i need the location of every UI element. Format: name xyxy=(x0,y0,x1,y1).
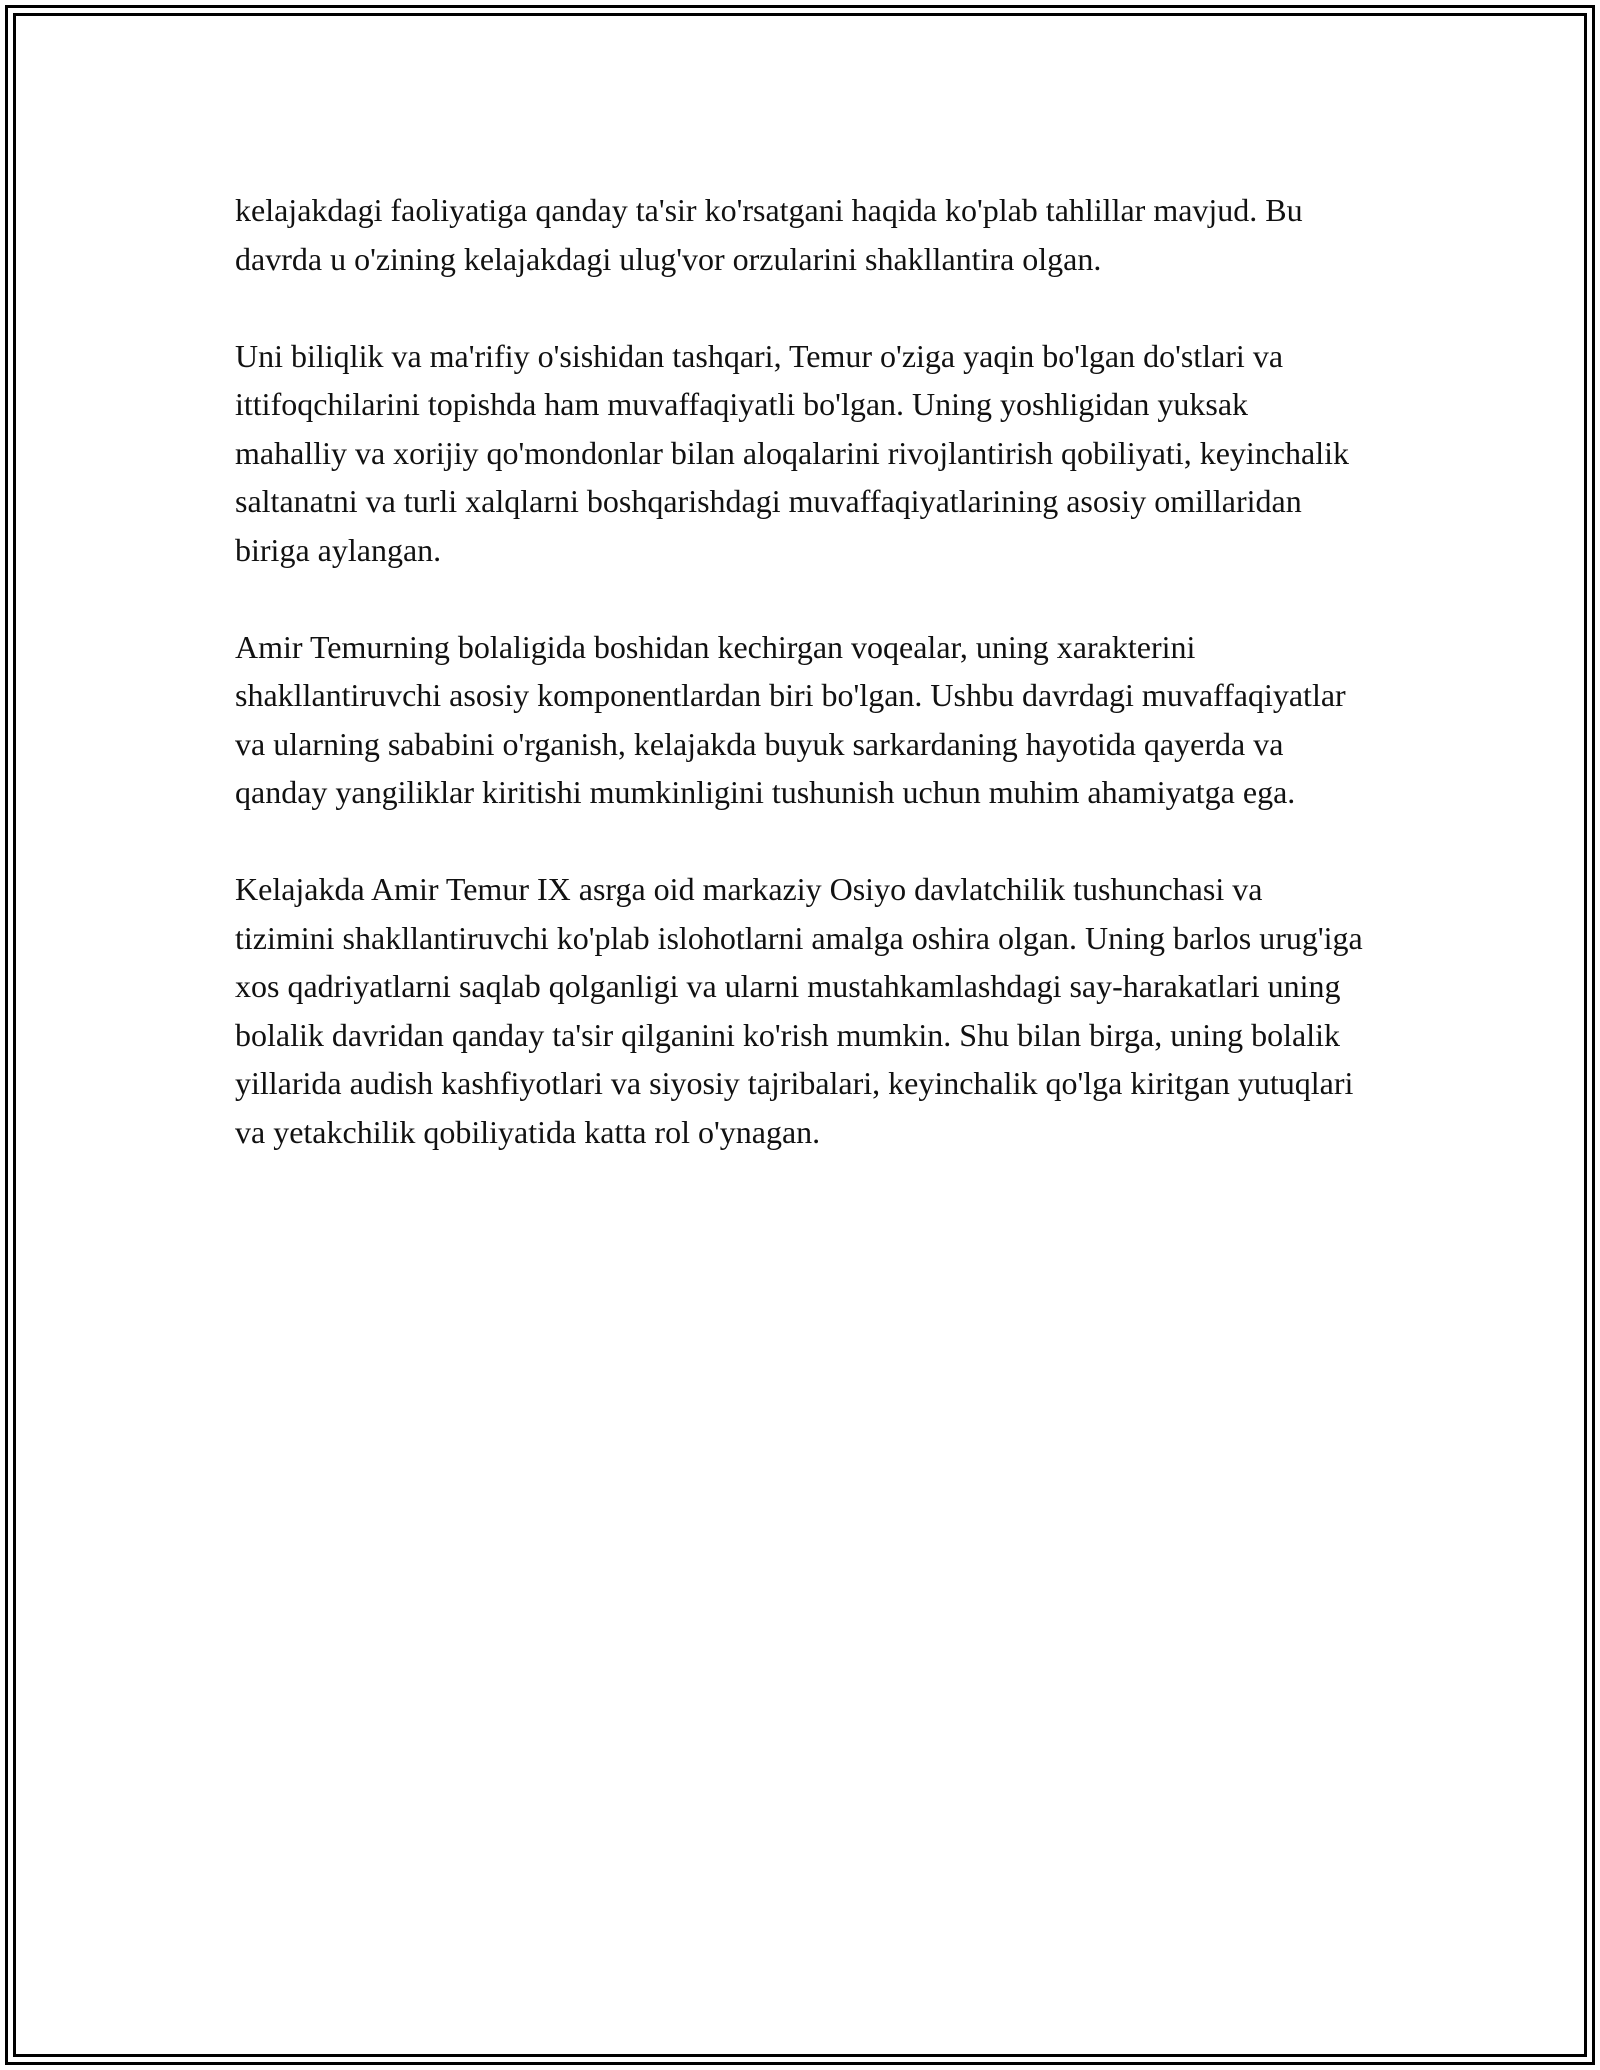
paragraph-3: Amir Temurning bolaligida boshidan kechirgan voqealar, uning xarakterini shakllantiruvchi asosiy komponentlardan biri bo'lgan. Ushbu davrdagi muvaffaqiyatlar va ularning sababini o'rganish, kelajakda buyuk sarkardaning hayotida qayerda va qanday yangiliklar kiritishi mumkinligini tushunish uchun muhim ahamiyatga ega. xyxy=(235,628,1346,810)
paragraph-2: Uni biliqlik va ma'rifiy o'sishidan tashqari, Temur o'ziga yaqin bo'lgan do'stlari va ittifoqchilarini topishda ham muvaffaqiyatli bo'lgan. Uning yoshligidan yuksak mahalliy va xorijiy qo'mondonlar bilan aloqalarini rivojlantirish qobiliyati, keyinchalik saltanatni va turli xalqlarni boshqarishdagi muvaffaqiyatlarining asosiy omillaridan biriga aylangan. xyxy=(235,337,1349,568)
paragraph-1: kelajakdagi faoliyatiga qanday ta'sir ko'rsatgani haqida ko'plab tahlillar mavjud. Bu davrda u o'zining kelajakdagi ulug'vor orzularini shakllantira olgan. xyxy=(235,192,1303,277)
paragraph-4: Kelajakda Amir Temur IX asrga oid markaziy Osiyo davlatchilik tushunchasi va tizimini shakllantiruvchi ko'plab islohotlarni amalga oshira olgan. Uning barlos urug'iga xos qadriyatlarni saqlab qolganligi va ularni mustahkamlashdagi say-harakatlari uning bolalik davridan qanday ta'sir qilganini ko'rish mumkin. Shu bilan birga, uning bolalik yillarida audish kashfiyotlari va siyosiy tajribalari, keyinchalik qo'lga kiritgan yutuqlari va yetakchilik qobiliyatida katta rol o'ynagan. xyxy=(235,871,1363,1150)
document-body xyxy=(235,186,1365,1205)
